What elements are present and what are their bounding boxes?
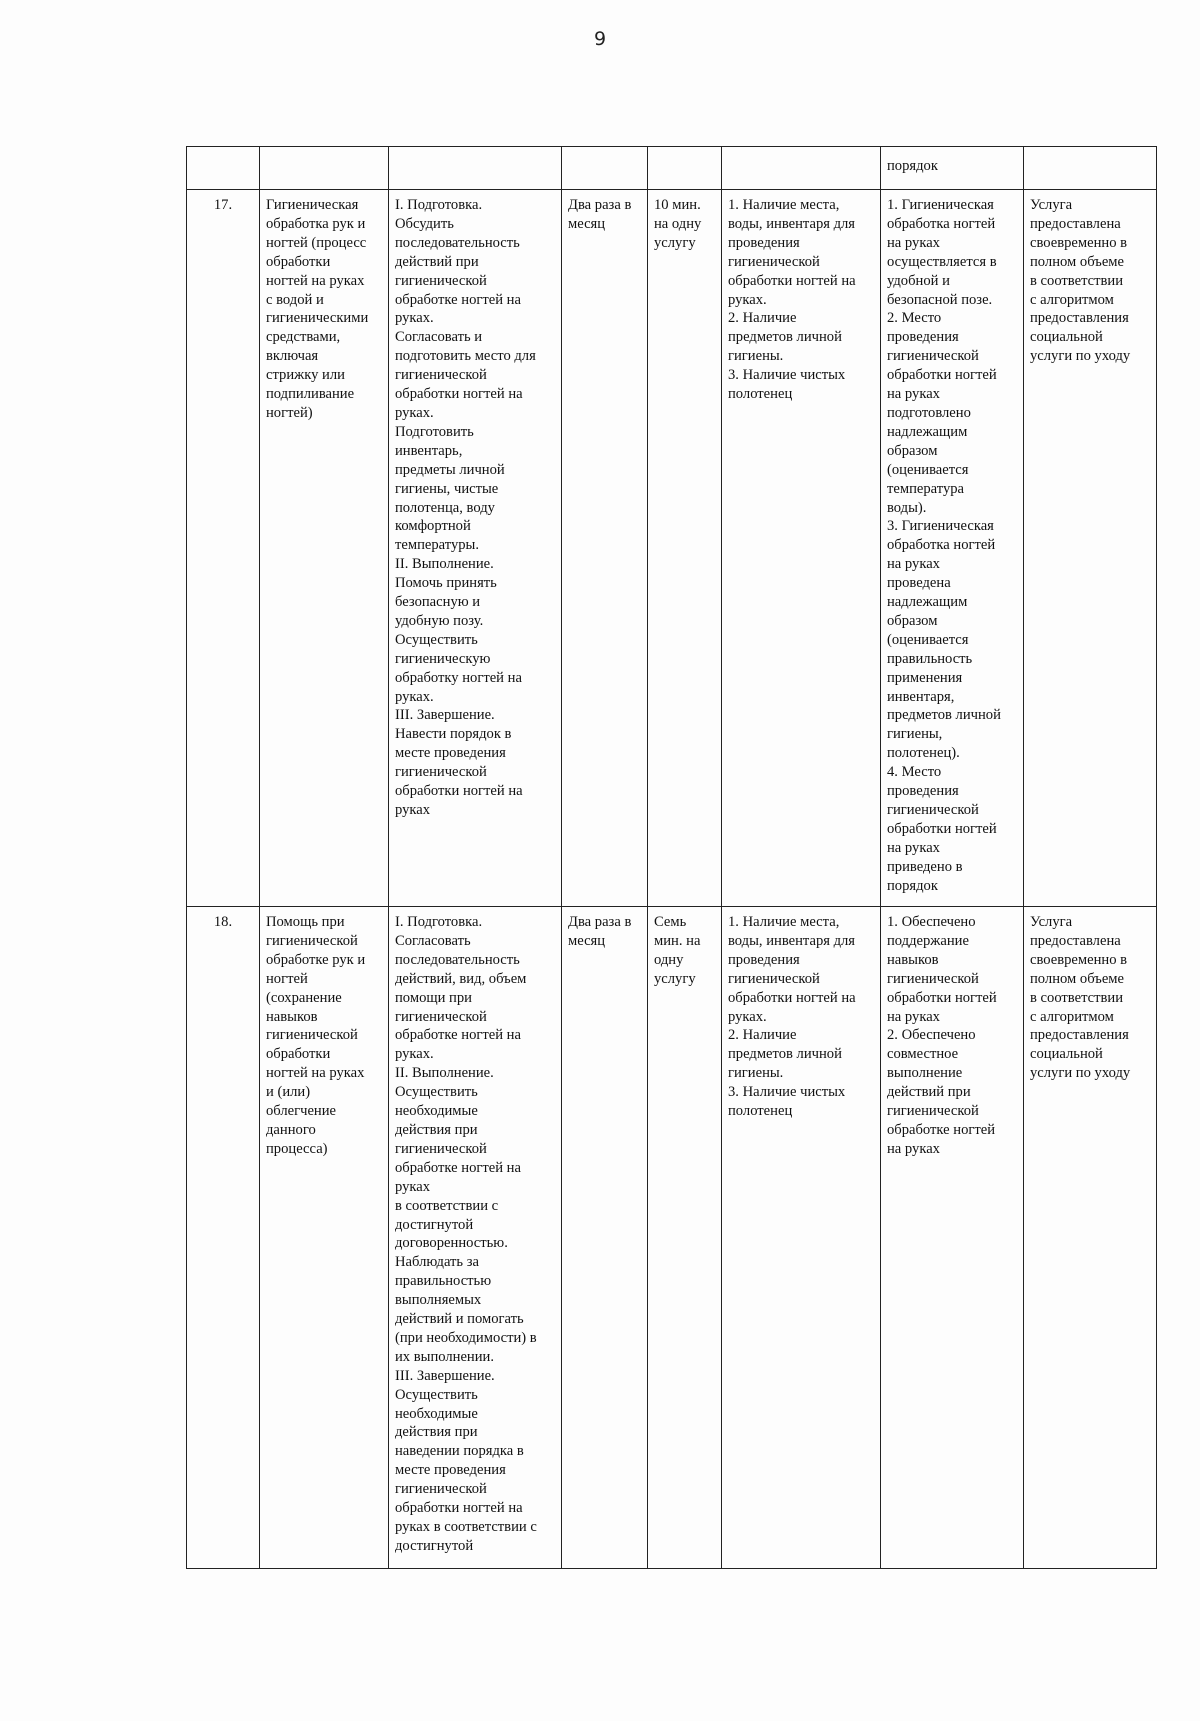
service-time: 10 мин. на одну услугу <box>648 190 722 907</box>
row-number: 18. <box>187 907 260 1569</box>
continuation-row <box>187 147 1157 190</box>
page-number: 9 <box>593 28 607 50</box>
cell <box>648 147 722 190</box>
cell <box>389 147 562 190</box>
service-result: Услуга предоставлена своевременно в полном объеме в соответствии с алгоритмом предоставления социальной услуги по уходу <box>1024 190 1157 907</box>
service-name: Помощь при гигиенической обработке рук и ногтей (сохранение навыков гигиенической обработки ногтей на руках и (или) облегчение данного процесса) <box>260 907 389 1569</box>
service-conditions: 1. Наличие места, воды, инвентаря для проведения гигиенической обработки ногтей на руках. 2. Наличие предметов личной гигиены. 3. Наличие чистых полотенец <box>722 907 881 1569</box>
services-table <box>186 146 1157 1569</box>
service-name: Гигиеническая обработка рук и ногтей (процесс обработки ногтей на руках с водой и гигиеническими средствами, включая стрижку или подпиливание ногтей) <box>260 190 389 907</box>
cell <box>722 147 881 190</box>
service-content: I. Подготовка. Согласовать последовательность действий, вид, объем помощи при гигиенической обработке ногтей на руках. II. Выполнение. Осуществить необходимые действия при гигиенической обработке ногтей на руках в соответствии с достигнутой договоренностью. Наблюдать за правильностью выполняемых действий и помогать (при необходимости) в их выполнении. III. Завершение. Осуществить необходимые действия при наведении порядка в месте проведения гигиенической обработки ногтей на руках в соответствии с достигнутой <box>389 907 562 1569</box>
table-row <box>187 907 1157 1569</box>
service-frequency: Два раза в месяц <box>562 190 648 907</box>
cell <box>562 147 648 190</box>
table-row <box>187 190 1157 907</box>
service-frequency: Два раза в месяц <box>562 907 648 1569</box>
cell <box>1024 147 1157 190</box>
row-number: 17. <box>187 190 260 907</box>
service-result: Услуга предоставлена своевременно в полном объеме в соответствии с алгоритмом предоставления социальной услуги по уходу <box>1024 907 1157 1569</box>
service-content: I. Подготовка. Обсудить последовательность действий при гигиенической обработке ногтей на руках. Согласовать и подготовить место для гигиенической обработки ногтей на руках. Подготовить инвентарь, предметы личной гигиены, чистые полотенца, воду комфортной температуры. II. Выполнение. Помочь принять безопасную и удобную позу. Осуществить гигиеническую обработку ногтей на руках. III. Завершение. Навести порядок в месте проведения гигиенической обработки ногтей на руках <box>389 190 562 907</box>
cell <box>260 147 389 190</box>
cell <box>187 147 260 190</box>
cell: порядок <box>881 147 1024 190</box>
service-time: Семь мин. на одну услугу <box>648 907 722 1569</box>
service-conditions: 1. Наличие места, воды, инвентаря для проведения гигиенической обработки ногтей на руках. 2. Наличие предметов личной гигиены. 3. Наличие чистых полотенец <box>722 190 881 907</box>
quality-indicators: 1. Обеспечено поддержание навыков гигиенической обработки ногтей на руках 2. Обеспечено совместное выполнение действий при гигиенической обработке ногтей на руках <box>881 907 1024 1569</box>
quality-indicators: 1. Гигиеническая обработка ногтей на руках осуществляется в удобной и безопасной позе. 2. Место проведения гигиенической обработки ногтей на руках подготовлено надлежащим образом (оценивается температура воды). 3. Гигиеническая обработка ногтей на руках проведена надлежащим образом (оценивается правильность применения инвентаря, предметов личной гигиены, полотенец). 4. Место проведения гигиенической обработки ногтей на руках приведено в порядок <box>881 190 1024 907</box>
